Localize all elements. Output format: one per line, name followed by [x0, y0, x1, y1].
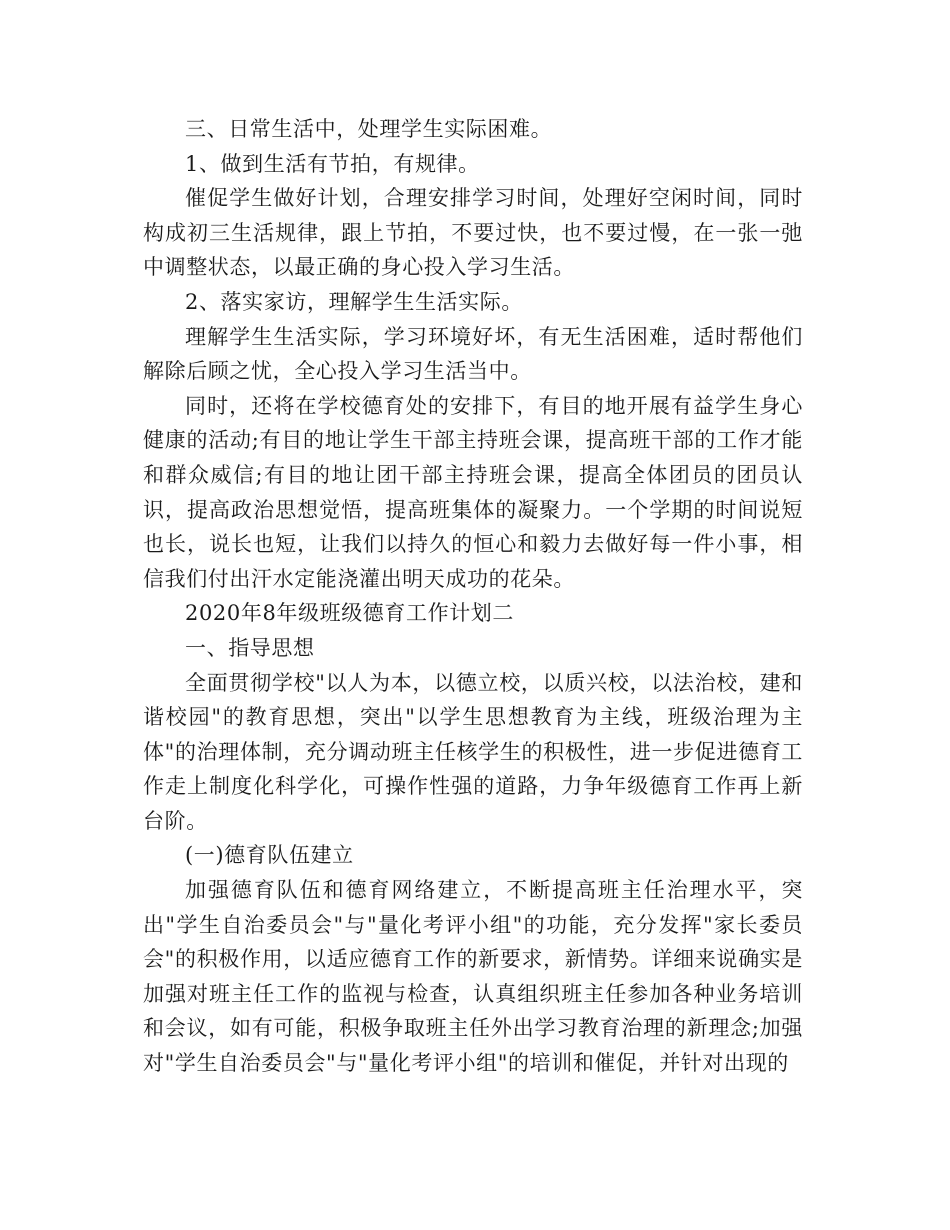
paragraph-study-plan: 催促学生做好计划，合理安排学习时间，处理好空闲时间，同时构成初三生活规律，跟上节拍，不要过快，也不要过慢，在一张一弛中调整状态，以最正确的身心投入学习生活。	[143, 186, 803, 280]
paragraph-moral-activities: 同时，还将在学校德育处的安排下，有目的地开展有益学生身心健康的活动;有目的地让学生干部主持班会课，提高班干部的工作才能和群众威信;有目的地让团干部主持班会课，提高全体团员的团员认识，提高政治思想觉悟，提高班集体的凝聚力。一个学期的时间说短也长，说长也短，让我们以持久的恒心和毅力去做好每一件小事，相信我们付出汗水定能浇灌出明天成功的花朵。	[143, 393, 803, 591]
subheading-moral-team: (一)德育队伍建立	[185, 843, 354, 868]
paragraph-student-life: 理解学生生活实际，学习环境好坏，有无生活困难，适时帮他们解除后顾之忧，全心投入学习生活当中。	[143, 324, 803, 384]
section-heading-guiding-ideas: 一、指导思想	[185, 635, 315, 660]
paragraph-guiding-ideas: 全面贯彻学校"以人为本，以德立校，以质兴校，以法治校，建和谐校园"的教育思想，突出"以学生思想教育为主线，班级治理为主体"的治理体制，充分调动班主任核学生的积极性，进一步促进德育工作走上制度化科学化，可操作性强的道路，力争年级德育工作再上新台阶。	[143, 670, 803, 833]
plan-title-two: 2020年8年级班级德育工作计划二	[185, 601, 515, 626]
subheading-life-rhythm: 1、做到生活有节拍，有规律。	[185, 151, 480, 176]
subheading-home-visits: 2、落实家访，理解学生生活实际。	[185, 289, 523, 314]
document-body	[143, 112, 803, 1081]
section-heading-daily-life: 三、日常生活中，处理学生实际困难。	[185, 117, 553, 141]
paragraph-moral-team: 加强德育队伍和德育网络建立，不断提高班主任治理水平，突出"学生自治委员会"与"量化考评小组"的功能，充分发挥"家长委员会"的积极作用，以适应德育工作的新要求，新情势。详细来说确实是加强对班主任工作的监视与检查，认真组织班主任参加各种业务培训和会议，如有可能，积极争取班主任外出学习教育治理的新理念;加强对"学生自治委员会"与"量化考评小组"的培训和催促，并针对出现的	[143, 878, 803, 1076]
